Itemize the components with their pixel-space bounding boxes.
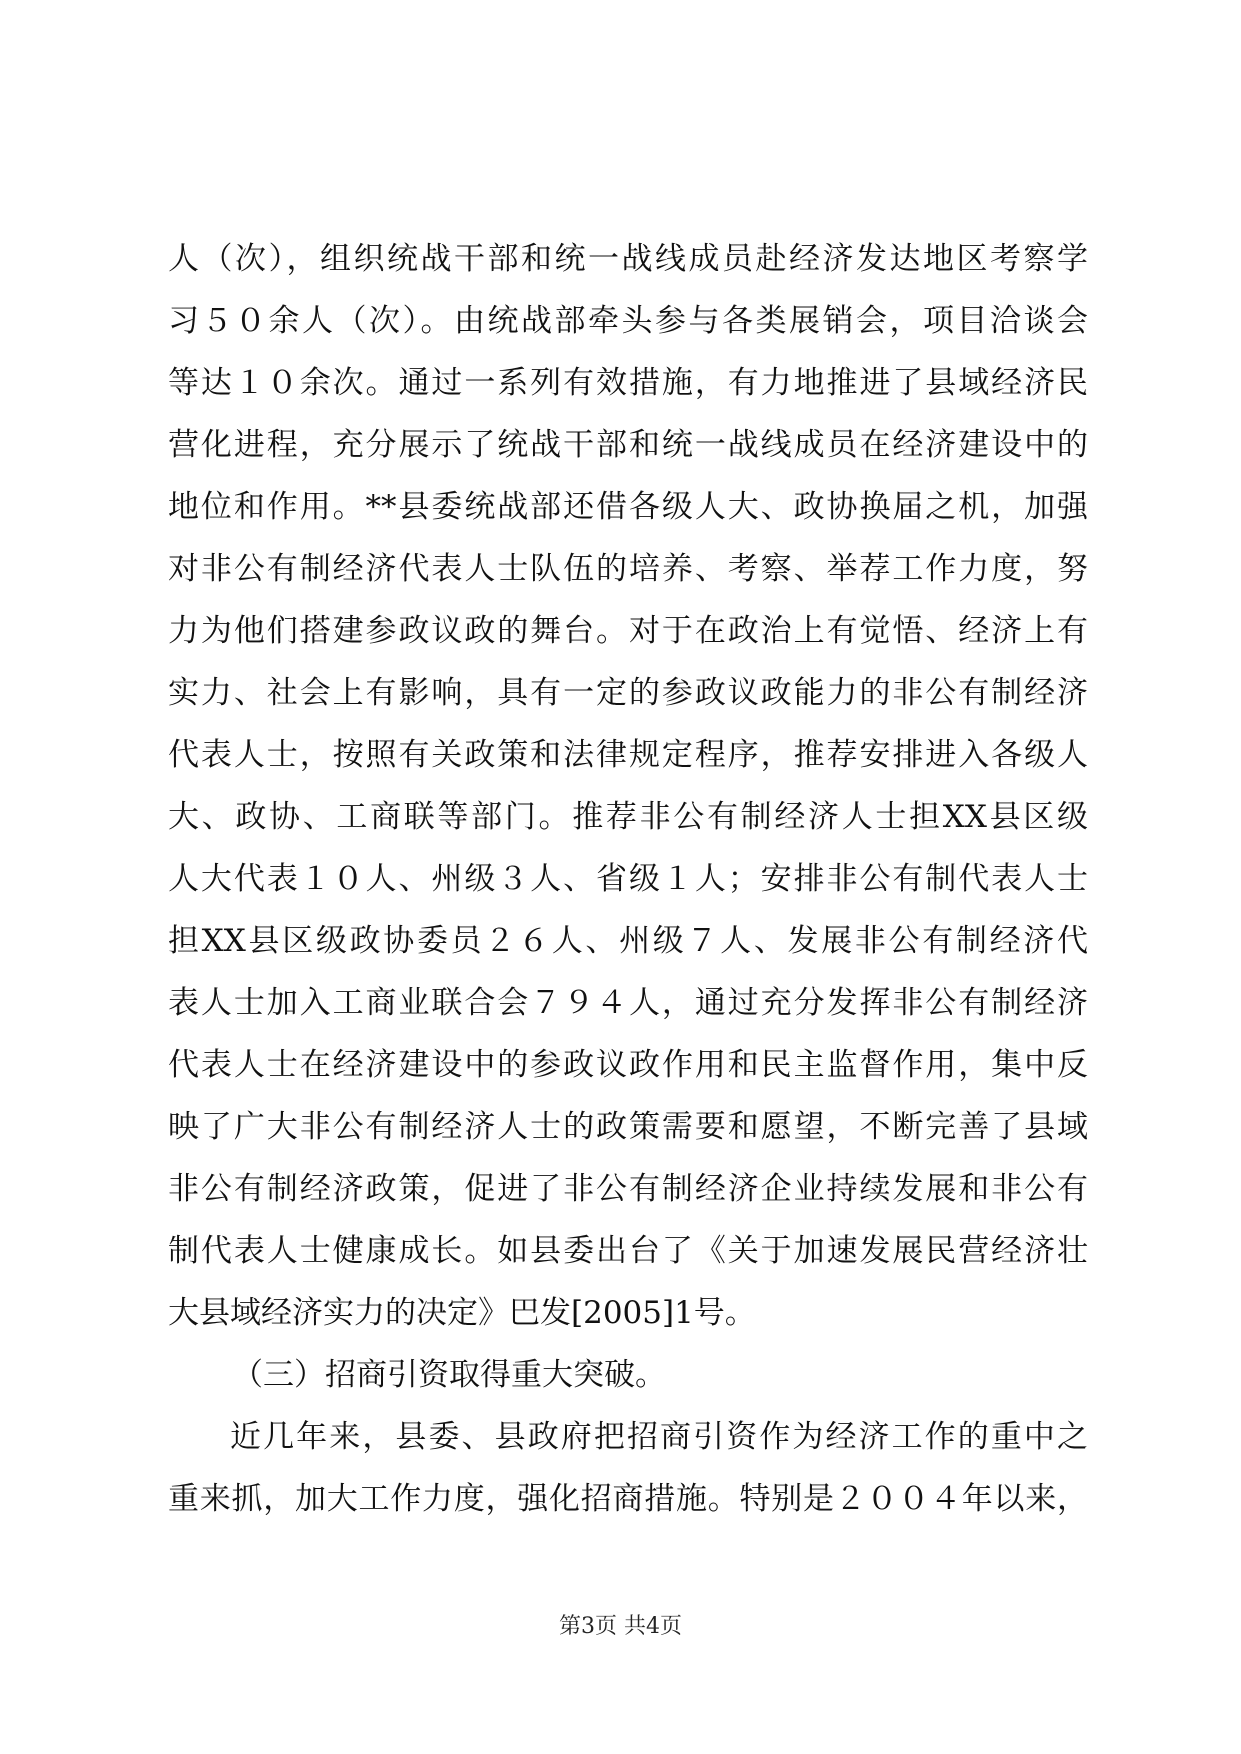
document-body: [168, 228, 1088, 1530]
section-subheading: （三）招商引资取得重大突破。: [232, 1357, 666, 1393]
body-line: 对非公有制经济代表人士队伍的培养、考察、举荐工作力度，努: [168, 551, 1088, 587]
body-line: 大、政协、工商联等部门。推荐非公有制经济人士担XX县区级: [168, 799, 1088, 835]
body-line: 实力、社会上有影响，具有一定的参政议政能力的非公有制经济: [168, 675, 1088, 711]
body-line: 人（次），组织统战干部和统一战线成员赴经济发达地区考察学: [168, 241, 1088, 277]
paragraph-line: 重来抓，加大工作力度，强化招商措施。特别是２００４年以来，: [168, 1481, 1088, 1517]
body-line: 人大代表１０人、州级３人、省级１人；安排非公有制代表人士: [168, 861, 1088, 897]
body-line: 大县域经济实力的决定》巴发[2005]1号。: [168, 1295, 756, 1331]
body-line: 代表人士，按照有关政策和法律规定程序，推荐安排进入各级人: [168, 737, 1088, 773]
page-footer: [0, 1612, 1241, 1642]
body-line: 营化进程，充分展示了统战干部和统一战线成员在经济建设中的: [168, 427, 1088, 463]
body-line: 代表人士在经济建设中的参政议政作用和民主监督作用，集中反: [168, 1047, 1088, 1083]
body-line: 映了广大非公有制经济人士的政策需要和愿望，不断完善了县域: [168, 1109, 1088, 1145]
body-line: 非公有制经济政策，促进了非公有制经济企业持续发展和非公有: [168, 1171, 1088, 1207]
paragraph-line: 近几年来，县委、县政府把招商引资作为经济工作的重中之: [230, 1419, 1088, 1455]
body-line: 表人士加入工商业联合会７９４人，通过充分发挥非公有制经济: [168, 985, 1088, 1021]
body-line: 等达１０余次。通过一系列有效措施，有力地推进了县域经济民: [168, 365, 1088, 401]
body-line: 地位和作用。**县委统战部还借各级人大、政协换届之机，加强: [168, 489, 1088, 525]
page-number-label: 第3页 共4页: [559, 1614, 682, 1639]
body-line: 制代表人士健康成长。如县委出台了《关于加速发展民营经济壮: [168, 1233, 1088, 1269]
body-line: 习５０余人（次）。由统战部牵头参与各类展销会，项目洽谈会: [168, 303, 1088, 339]
body-line: 力为他们搭建参政议政的舞台。对于在政治上有觉悟、经济上有: [168, 613, 1088, 649]
body-line: 担XX县区级政协委员２６人、州级７人、发展非公有制经济代: [168, 923, 1088, 959]
